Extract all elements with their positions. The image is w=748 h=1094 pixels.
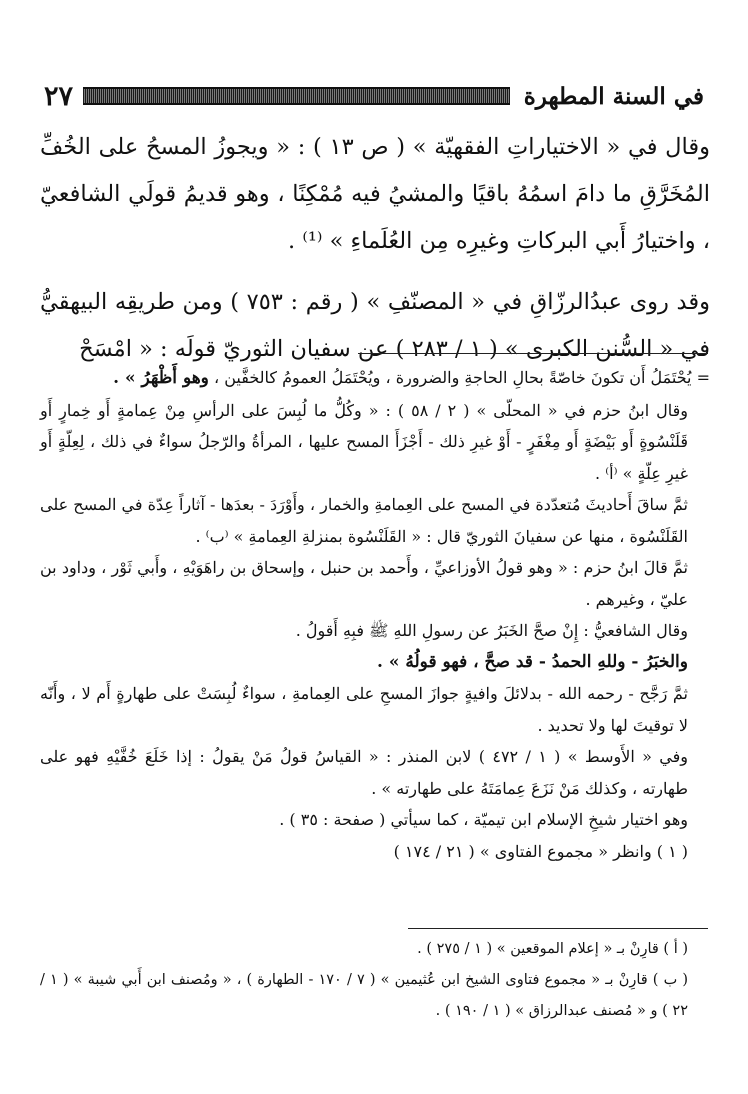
footnote-awsat: وفي « الأَوسط » ( ١ / ٤٧٢ ) لابن المنذر : « القياسُ قولُ مَنْ يقولُ : إذا خَلَعَ خُفَّيْهِ فهو على طهارته ، وكذلك مَنْ نَزَعَ عِمامَتَهُ على طهارته » . — [40, 747, 689, 798]
subnote-b: ( ب ) قارِنْ بـ « مجموع فتاوى الشيخ ابن عُثيمين » ( ٧ / ١٧٠ - الطهارة ) ، « ومُصنف ابن أَبي شيبة » ( ١ / ٢٢ ) و « مُصنف عبدالرزاق » ( ١ / ١٩٠ ) . — [40, 972, 688, 1019]
footnote-one: ( ١ ) وانظر « مجموع الفتاوى » ( ٢١ / ١٧٤ ) — [393, 841, 688, 861]
footnote-bold: وهو أَظْهَرُ » . — [113, 368, 209, 388]
header-rule — [83, 87, 510, 105]
subnote-a: ( أ ) قارِنْ بـ « إعلام الموقعين » ( ١ / ٢٧٥ ) . — [417, 941, 688, 957]
footnote-hadiths: ثمَّ ساقَ أَحاديثَ مُتعدّدة في المسح على العِمامةِ والخمار ، وأَوْرَدَ - بعدَها - آثاراً عِدّة في المسح على القَلَنْسُوة ، منها عن سفيانَ الثوريّ قال : « القَلَنْسُوة بمنزلةِ العِمامةِ » ⁽ب⁾ . — [40, 495, 688, 546]
footnote-khabar: والخبَرُ - وللهِ الحمدُ - قد صحَّ ، فهو قولُهُ » . — [376, 651, 688, 672]
page-header — [44, 74, 704, 118]
footnotes — [40, 362, 710, 867]
footnote-ibn-taymiyya: وهو اختيار شيخِ الإسلام ابن تيميّة ، كما سيأتي ( صفحة : ٣٥ ) . — [279, 810, 688, 829]
page-number: ٢٧ — [44, 80, 74, 112]
footnote-text: = يُحْتَمَلُ أَن تكونَ خاصّةً بحالِ الحاجةِ والضرورة ، ويُحْتَمَلُ العمومُ كالخفَّين ، — [214, 368, 710, 387]
main-text — [40, 124, 710, 373]
footnote-continuation — [40, 362, 710, 395]
subnote-divider — [408, 928, 708, 929]
footnote-divider — [358, 353, 708, 354]
paragraph-ikhtiyarat: وقال في « الاختياراتِ الفقهيّة » ( ص ١٣ ) : « ويجوزُ المسحُ على الخُفِّ المُخَرَّقِ ما دامَ اسمُهُ باقيًا والمشيُ فيه مُمْكِنًا ، وهو قديمُ قولَي الشافعيّ ، واختيارُ أَبي البركاتِ وغيرِه مِن العُلَماءِ » ⁽¹⁾ . — [40, 134, 710, 254]
footnote-ibn-hazm-qawl: ثمَّ قالَ ابنُ حزم : « وهو قولُ الأوزاعيِّ ، وأَحمد بن حنبل ، وإسحاق بن راهَوَيْهِ ، وأَبي ثَوْر ، وداود بن عليّ ، وغيرهم . — [40, 558, 688, 609]
subnotes — [40, 934, 710, 1027]
running-title: في السنة المطهرة — [523, 82, 704, 110]
paragraph-abdulrazzaq: وقد روى عبدُالرزّاقِ في « المصنّفِ » ( رقم : ٧٥٣ ) ومن طريقِه البيهقيُّ في « السُّنن الكبرى » ( ١ / ٢٨٣ ) عن سفيان الثوريّ قولَه : « امْسَحْ — [40, 289, 710, 362]
footnote-ibn-hazm: وقال ابنُ حزم في « المحلّى » ( ٢ / ٥٨ ) : « وكُلُّ ما لُبِسَ على الرأسِ مِنْ عِمامةٍ أَو خِمارٍ أَو قَلَنْسُوةٍ أَو بَيْضَةٍ أَو مِغْفَرٍ - أَوْ غيرِ ذلك - أَجْزَأَ المسح عليها ، المرأةُ والرّجلُ سواءٌ في ذلك ، لِعِلّةٍ أَو غيرِ عِلّةٍ » ⁽أ⁾ . — [40, 400, 689, 483]
footnote-tarjih: ثمَّ رَجَّح - رحمه الله - بدلائلَ وافيةٍ جوازَ المسحِ على العِمامةِ ، سواءٌ لُبِسَتْ على طهارةٍ أَم لا ، وأَنّه لا توقيتَ لها ولا تحديد . — [40, 684, 689, 735]
footnote-shafii: وقال الشافعيُّ : إِنْ صحَّ الخَبَرُ عن رسولِ اللهِ ﷺ فبِهِ أَقولُ . — [295, 621, 688, 640]
